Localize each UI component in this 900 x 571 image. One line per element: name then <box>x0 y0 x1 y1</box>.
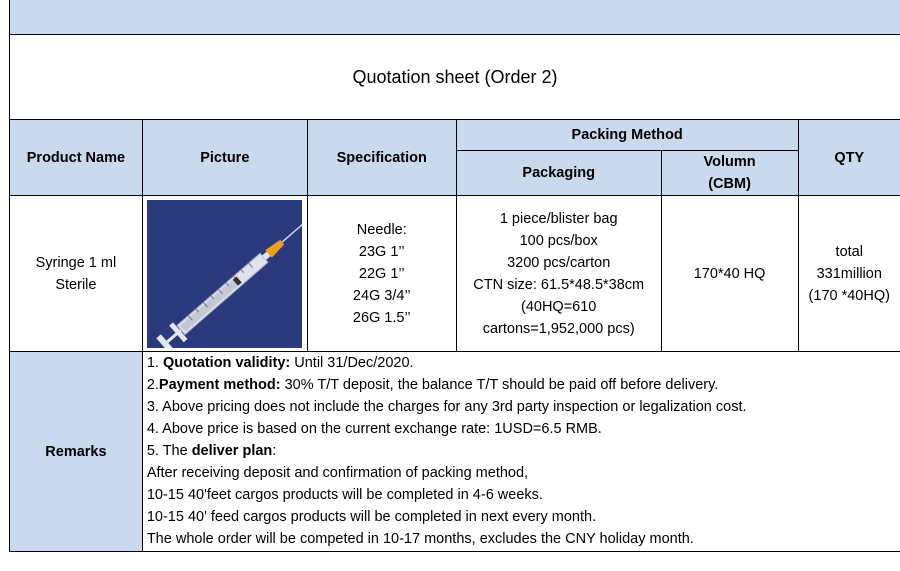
header-picture: Picture <box>142 120 307 196</box>
top-header-band <box>9 0 900 35</box>
remark-line-2: 2.Payment method: 30% T/T deposit, the balance T/T should be paid off before delivery. <box>146 377 719 393</box>
packaging-line: CTN size: 61.5*48.5*38cm <box>473 276 645 293</box>
qty-line: total <box>835 243 863 260</box>
qty-line: 331million <box>816 265 882 282</box>
header-packing-method: Packing Method <box>456 120 798 151</box>
spec-line: Needle: <box>356 221 407 238</box>
remarks-label: Remarks <box>10 352 143 552</box>
spec-line: 22G 1’’ <box>358 265 405 282</box>
header-qty: QTY <box>798 120 900 196</box>
product-line: Syringe 1 ml <box>35 254 117 271</box>
packaging-line: (40HQ=610 <box>520 298 597 315</box>
spec-line: 23G 1’’ <box>358 243 405 260</box>
page-title: Quotation sheet (Order 2) <box>352 66 558 87</box>
syringe-image <box>147 200 302 348</box>
header-product-name: Product Name <box>10 120 143 196</box>
syringe-icon <box>147 200 302 348</box>
remark-line-9: The whole order will be competed in 10-17 months, excludes the CNY holiday month. <box>146 531 694 547</box>
spec-line: 26G 1.5’’ <box>352 309 411 326</box>
cell-volume: 170*40 HQ <box>661 196 798 352</box>
cell-product-name <box>10 196 143 352</box>
header-volumn-line1: Volumn <box>703 154 756 170</box>
remark-line-6: After receiving deposit and confirmation of packing method, <box>146 465 529 481</box>
cell-picture <box>142 196 307 352</box>
qty-line: (170 *40HQ) <box>808 287 890 304</box>
remarks-content <box>142 352 900 552</box>
packaging-line: cartons=1,952,000 pcs) <box>482 320 635 337</box>
remark-line-7: 10-15 40'feet cargos products will be completed in 4-6 weeks. <box>146 487 543 503</box>
packaging-line: 3200 pcs/carton <box>507 254 611 271</box>
product-line: Sterile <box>55 276 97 293</box>
cell-specification <box>307 196 456 352</box>
quotation-table <box>9 119 900 552</box>
title-area <box>9 35 900 119</box>
remark-line-8: 10-15 40' feed cargos products will be completed in next every month. <box>146 509 597 525</box>
remark-line-3: 3. Above pricing does not include the charges for any 3rd party inspection or legalization cost. <box>146 399 747 415</box>
packaging-line: 100 pcs/box <box>519 232 598 249</box>
remark-line-5: 5. The deliver plan: <box>146 443 277 459</box>
packaging-line: 1 piece/blister bag <box>499 210 618 227</box>
cell-qty <box>798 196 900 352</box>
spec-line: 24G 3/4’’ <box>352 287 411 304</box>
remark-line-4: 4. Above price is based on the current exchange rate: 1USD=6.5 RMB. <box>146 421 602 437</box>
header-specification: Specification <box>307 120 456 196</box>
header-volumn-line2: (CBM) <box>708 176 751 192</box>
remark-line-1: 1. Quotation validity: Until 31/Dec/2020. <box>146 355 414 371</box>
header-volumn <box>661 151 798 196</box>
cell-packaging <box>456 196 661 352</box>
header-packaging: Packaging <box>456 151 661 196</box>
